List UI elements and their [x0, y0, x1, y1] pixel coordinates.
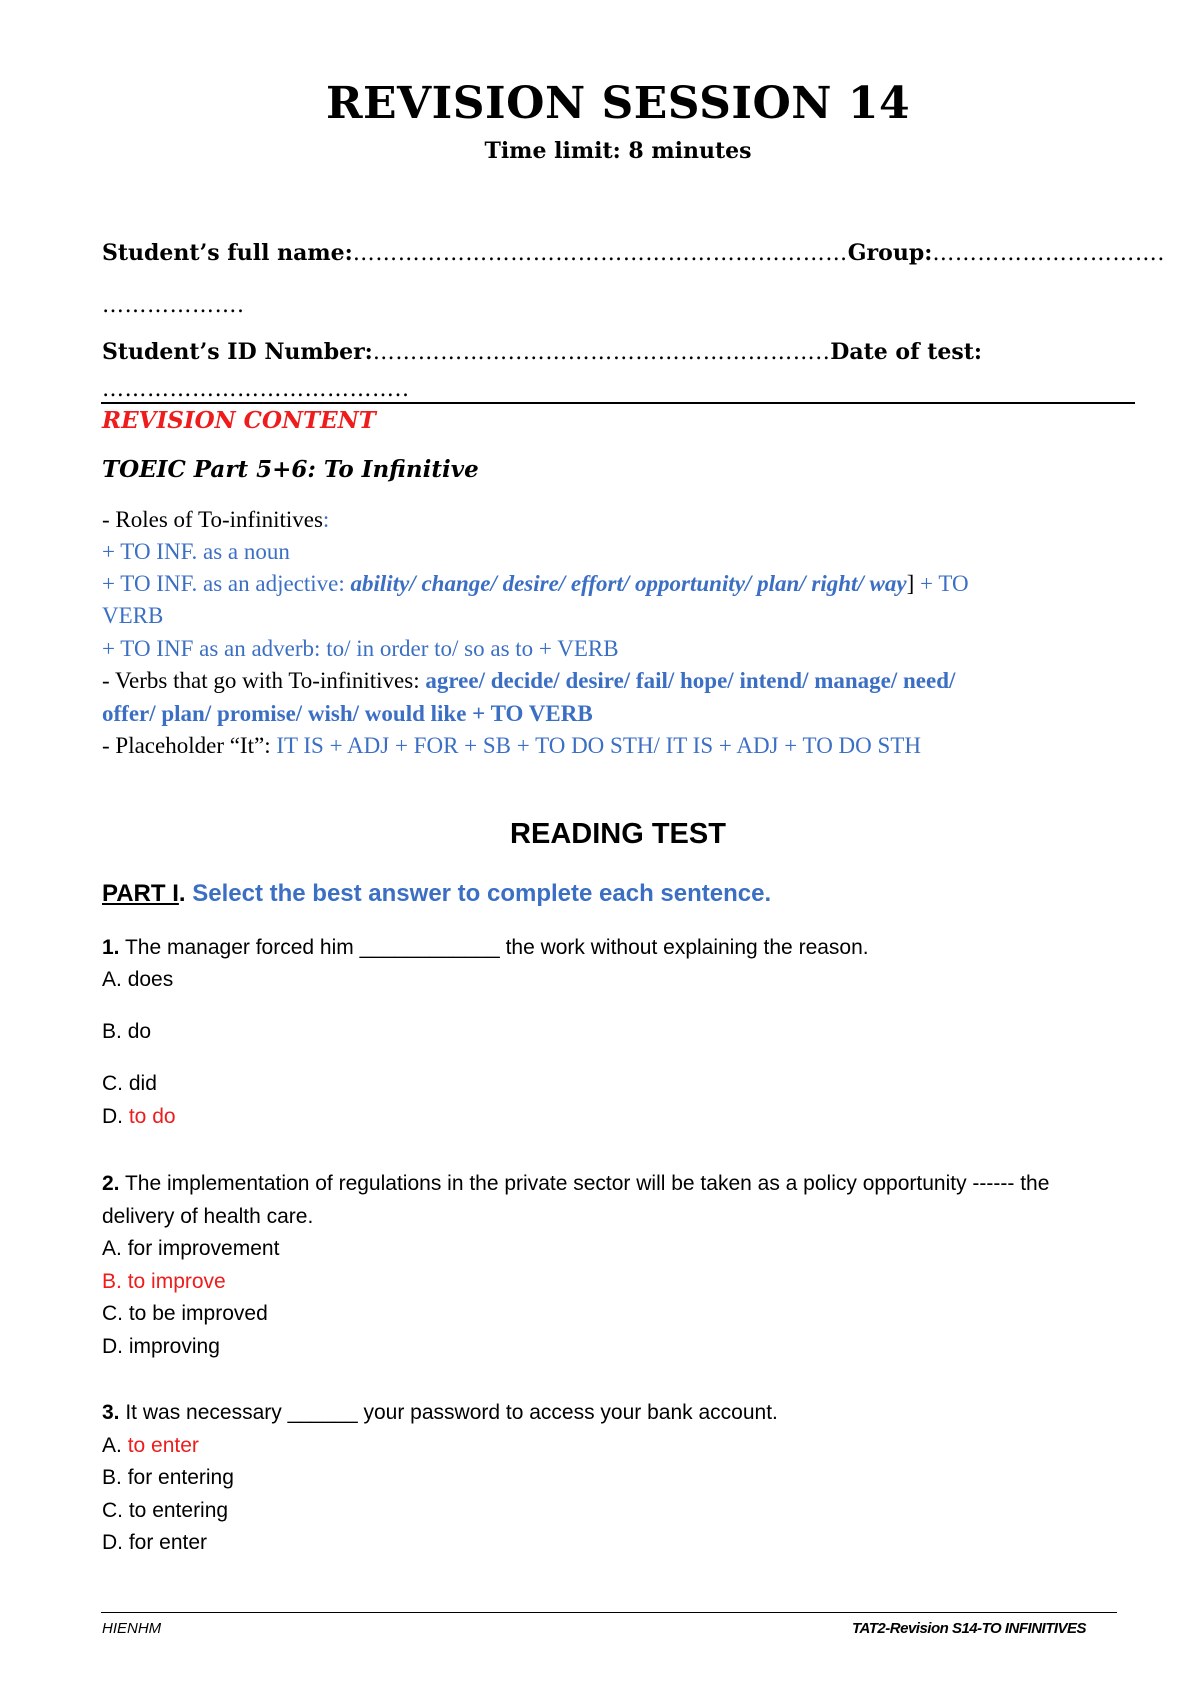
question-text: It was necessary ______ your password to access your bank account. [119, 1401, 778, 1424]
reading-test-heading: READING TEST [510, 818, 726, 850]
group-label: Group: [847, 240, 933, 266]
time-limit: Time limit: 8 minutes [484, 138, 752, 164]
student-id-field[interactable]: ………………..………………………………….. [372, 340, 831, 365]
placeholder-prefix: - Placeholder “It”: [102, 733, 277, 758]
noun-role-line: + TO INF. as a noun [102, 539, 290, 564]
q3-option-d[interactable]: D. for enter [102, 1531, 208, 1554]
correct-answer: to improve [127, 1270, 226, 1293]
verbs-list-cont: offer/ plan/ promise/ wish/ would like + TO VERB [102, 701, 593, 726]
footer-doc-code: TAT2-Revision S14-TO INFINITIVES [852, 1620, 1087, 1637]
date-row [102, 376, 410, 402]
question-2 [102, 1172, 1049, 1196]
adverb-role-line: + TO INF as an adverb: to/ in order to/ so as to + VERB [102, 636, 619, 661]
student-name-field[interactable]: ………………………………………………………… [352, 241, 848, 266]
question-1 [102, 936, 869, 960]
question-number: 2. [102, 1172, 120, 1195]
q3-option-b[interactable]: B. for entering [102, 1466, 234, 1489]
group-field-cont[interactable]: ………………. [102, 293, 245, 318]
student-id-label: Student’s ID Number: [102, 339, 373, 365]
verbs-prefix: - Verbs that go with To-infinitives: [102, 668, 426, 693]
q1-option-d[interactable]: D. to do [102, 1105, 176, 1128]
part-label: PART I [102, 880, 179, 907]
question-3 [102, 1401, 778, 1425]
adjective-role-line [102, 571, 969, 597]
topic-heading: TOEIC Part 5+6: To Infinitive [102, 456, 479, 483]
part-instruction: Select the best answer to complete each sentence. [185, 880, 772, 907]
q1-option-c[interactable]: C. did [102, 1072, 157, 1095]
adjective-role-suffix: + TO [914, 571, 969, 596]
header-divider [101, 402, 1135, 404]
adjective-role-prefix: + TO INF. as an adjective: [102, 571, 351, 596]
q3-option-a[interactable]: A. to enter [102, 1434, 199, 1457]
revision-content-heading: REVISION CONTENT [102, 407, 376, 434]
correct-answer: to enter [127, 1434, 199, 1457]
verbs-line [102, 668, 955, 694]
roles-text: - Roles of To-infinitives [102, 507, 323, 532]
footer-author: HIENHM [102, 1620, 162, 1637]
question-number: 1. [102, 936, 120, 959]
q2-option-c[interactable]: C. to be improved [102, 1302, 268, 1325]
question-text: The manager forced him ____________ the work without explaining the reason. [119, 936, 869, 959]
student-name-label: Student’s full name: [102, 240, 353, 266]
question-2-cont: delivery of health care. [102, 1205, 314, 1228]
part-dot: . [178, 880, 186, 907]
verbs-list: agree/ decide/ desire/ fail/ hope/ intend/ manage/ need/ [425, 668, 956, 693]
q2-option-d[interactable]: D. improving [102, 1335, 220, 1358]
roles-line [102, 507, 329, 533]
correct-answer: to do [128, 1105, 176, 1128]
question-number: 3. [102, 1401, 120, 1424]
placeholder-line [102, 733, 921, 759]
q2-option-a[interactable]: A. for improvement [102, 1237, 280, 1260]
q1-option-a[interactable]: A. does [102, 968, 174, 991]
student-id-row [102, 339, 982, 365]
date-field[interactable]: ………………………………….. [102, 377, 410, 402]
group-field[interactable]: …………………………. [932, 241, 1165, 266]
student-name-row [102, 240, 1165, 266]
group-field-continuation [102, 292, 245, 318]
date-label: Date of test: [830, 339, 983, 365]
adjective-role-bracket: ] [906, 571, 915, 596]
q2-option-b[interactable]: B. to improve [102, 1270, 226, 1293]
q3-option-c[interactable]: C. to entering [102, 1499, 229, 1522]
adjective-role-cont: VERB [102, 603, 164, 628]
page-title: REVISION SESSION 14 [325, 78, 911, 129]
placeholder-rule: IT IS + ADJ + FOR + SB + TO DO STH/ IT IS + ADJ + TO DO STH [276, 733, 921, 758]
part-heading [102, 880, 771, 908]
q1-option-b[interactable]: B. do [102, 1020, 152, 1043]
question-text: The implementation of regulations in the private sector will be taken as a policy opportunity ------ the [119, 1172, 1050, 1195]
adjective-role-nouns: ability/ change/ desire/ effort/ opportunity/ plan/ right/ way [350, 571, 907, 596]
roles-colon: : [322, 507, 330, 532]
footer-divider [101, 1612, 1117, 1613]
